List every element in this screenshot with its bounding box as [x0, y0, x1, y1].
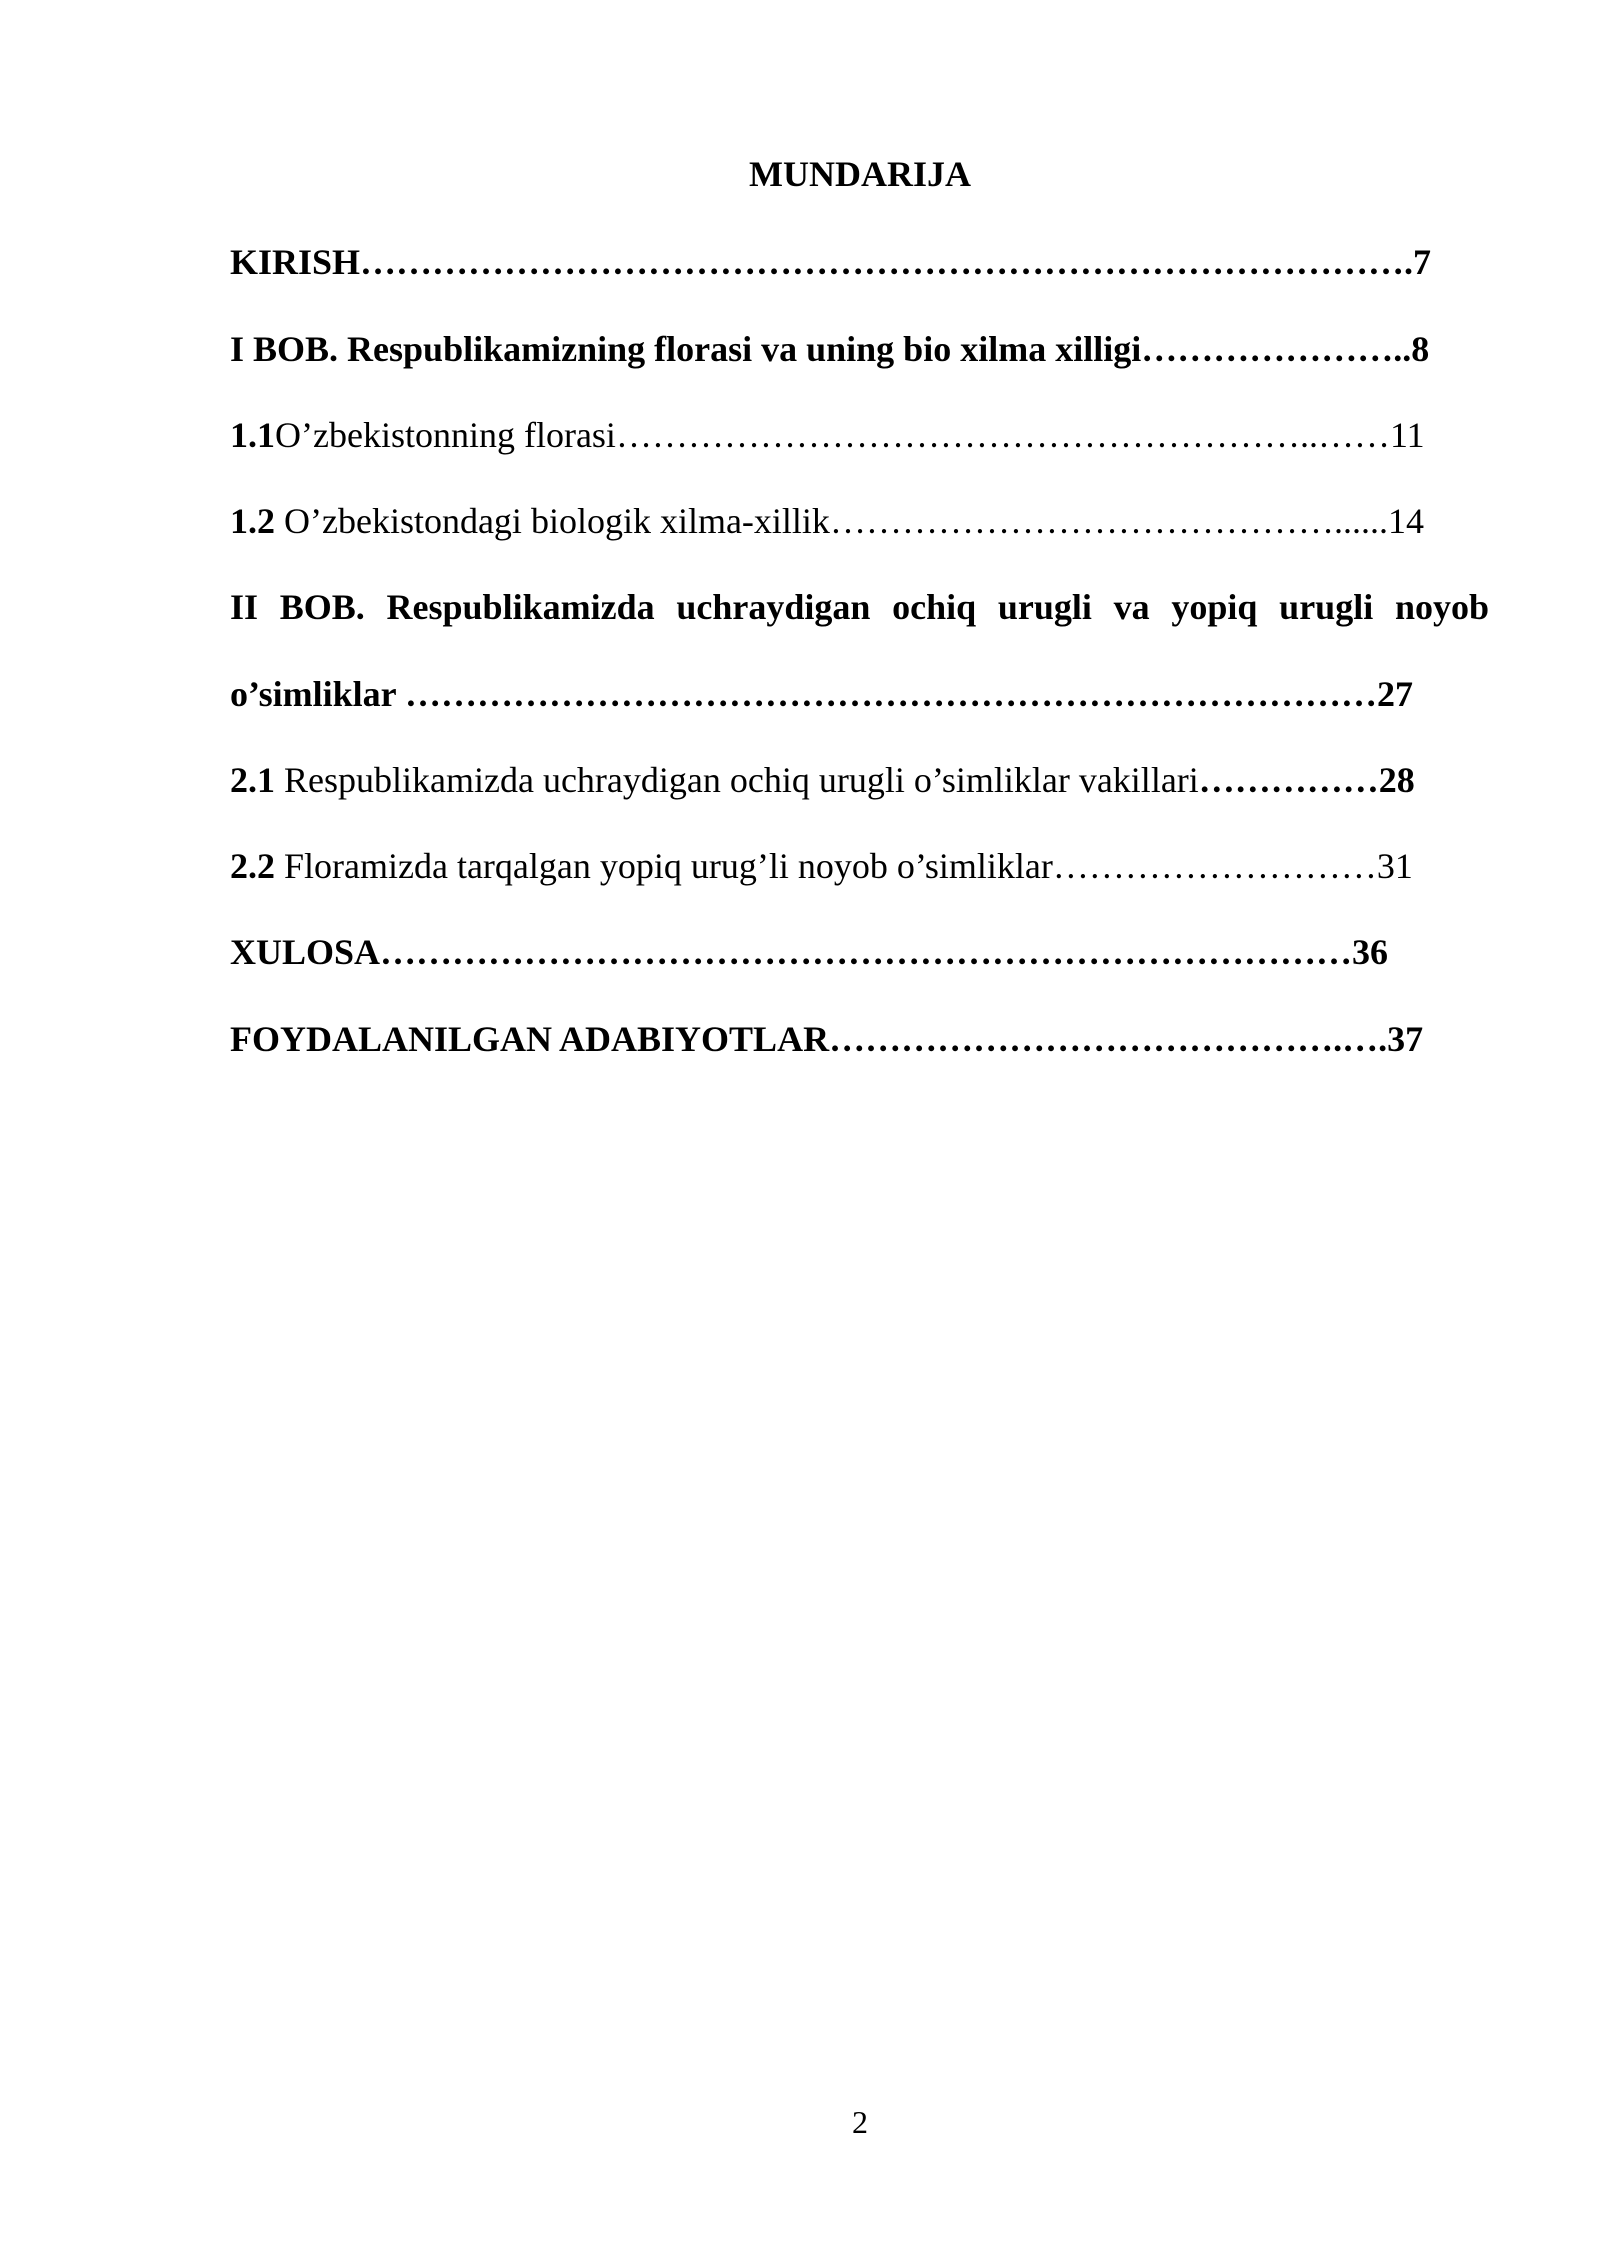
toc-entry-bob2-line2	[230, 672, 1413, 716]
page-number: 2	[852, 2104, 868, 2140]
toc-entry-title: FOYDALANILGAN ADABIYOTLAR	[230, 1019, 830, 1059]
toc-entry-title: O’zbekistonning florasi	[275, 415, 616, 455]
toc-entry-title: o’simliklar	[230, 674, 406, 714]
toc-leader-dots: ……………	[1198, 760, 1379, 800]
toc-leader-dots: ………………………………………………………………………	[405, 674, 1378, 714]
toc-entry-bob2-line1: II BOB. Respublikamizda uchraydigan ochiq urugli va yopiq urugli noyob	[230, 587, 1489, 627]
toc-entry-adabiyotlar	[230, 1017, 1423, 1061]
toc-page-number: 27	[1377, 674, 1414, 714]
toc-leader-dots: ………………………	[1052, 846, 1377, 886]
toc-page-number: 28	[1378, 760, 1415, 800]
toc-leader-dots: ………………………………………………………………………	[380, 932, 1353, 972]
toc-entry-title: Floramizda tarqalgan yopiq urug’li noyob o’simliklar	[275, 846, 1053, 886]
toc-leader-dots: ……………………………………………………………………………	[360, 242, 1405, 282]
toc-entry-title: I BOB. Respublikamizning florasi va uning bio xilma xilligi	[230, 329, 1142, 369]
toc-page-number: .7	[1404, 242, 1432, 282]
toc-page-number: 31	[1376, 846, 1413, 886]
toc-leader-dots: …………………..	[1141, 329, 1412, 369]
toc-leader-dots: …………………………………………………..……	[615, 415, 1390, 455]
toc-leader-dots: …………………………………….….	[829, 1019, 1388, 1059]
toc-entry-kirish	[230, 240, 1431, 284]
toc-page-number: 37	[1387, 1019, 1424, 1059]
toc-entry-xulosa	[230, 930, 1388, 974]
toc-entry-title: KIRISH	[230, 242, 361, 282]
toc-entry-2-2	[230, 844, 1413, 888]
toc-entry-number: 2.2	[230, 846, 275, 886]
toc-entry-number: 1.2	[230, 501, 275, 541]
toc-entry-title: O’zbekistondagi biologik xilma-xillik	[275, 501, 830, 541]
toc-entry-title: XULOSA	[230, 932, 381, 972]
toc-entry-number: 2.1	[230, 760, 275, 800]
toc-entry-title: Respublikamizda uchraydigan ochiq urugli o’simliklar vakillari	[275, 760, 1199, 800]
toc-page-number: 11	[1389, 415, 1425, 455]
toc-entry-1-2	[230, 499, 1424, 543]
toc-page-number: 14	[1387, 501, 1424, 541]
toc-entry-bob1	[230, 327, 1429, 371]
toc-entry-2-1	[230, 758, 1415, 802]
toc-title: MUNDARIJA	[749, 154, 971, 194]
toc-page-number: 36	[1352, 932, 1389, 972]
toc-page-number: 8	[1411, 329, 1430, 369]
toc-entry-number: 1.1	[230, 415, 275, 455]
toc-entry-1-1	[230, 413, 1425, 457]
toc-leader-dots: ……………………………………......	[829, 501, 1388, 541]
